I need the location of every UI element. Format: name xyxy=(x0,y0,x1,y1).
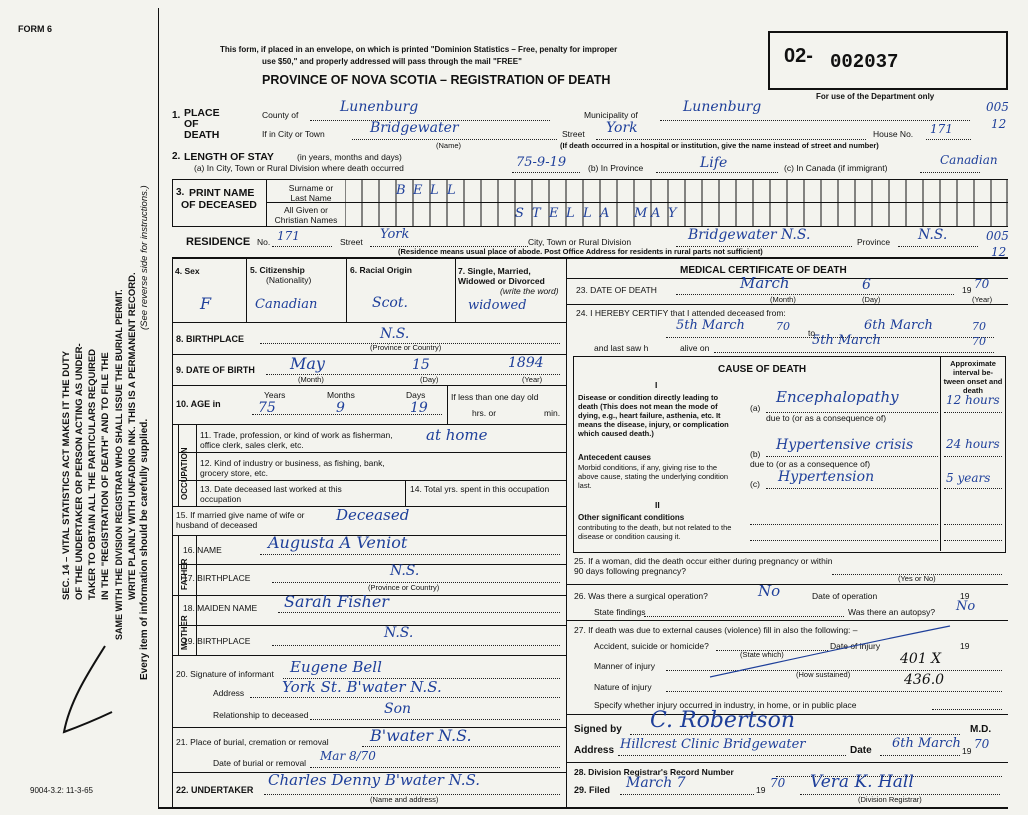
q19-label: 19. BIRTHPLACE xyxy=(183,636,251,646)
dob-label: 9. DATE OF BIRTH xyxy=(176,365,255,375)
birthplace-value: N.S. xyxy=(380,326,410,342)
interval-b-value: 24 hours xyxy=(946,437,1000,451)
birthplace-hint: (Province or Country) xyxy=(370,343,442,352)
q22-value: Charles Denny B'water N.S. xyxy=(268,771,481,789)
q11-label: 11. Trade, profession, or kind of work as fisherman, office clerk, sales clerk, etc. xyxy=(200,430,393,450)
q21-value: B'water N.S. xyxy=(370,726,472,745)
informant-address-label: Address xyxy=(213,688,245,698)
municipality-value: Lunenburg xyxy=(683,99,762,115)
surname-label: Surname or Last Name xyxy=(288,183,334,203)
q20-value: Eugene Bell xyxy=(290,658,382,676)
reg-number: 002037 xyxy=(830,51,899,73)
center-divider xyxy=(566,257,567,807)
hospital-hint: (If death occurred in a hospital or institution, give the name instead of street and number) xyxy=(560,141,879,150)
interval-header: Approximate interval be-tween onset and death xyxy=(943,359,1003,395)
interval-a-value: 12 hours xyxy=(946,393,1000,407)
operation-date-label: Date of operation xyxy=(812,591,878,601)
given-letter-1: S xyxy=(515,206,524,221)
q15-label: 15. If married give name of wife or husband of deceased xyxy=(176,510,305,530)
q21-label: 21. Place of burial, cremation or removal xyxy=(176,737,329,747)
q18-value: Sarah Fisher xyxy=(284,592,389,611)
death-year-hint: (Year) xyxy=(972,295,993,304)
q15-value: Deceased xyxy=(336,506,410,524)
stay-canada-label: (c) In Canada (if immigrant) xyxy=(784,163,888,173)
place-of-death-label: PLACE OF DEATH xyxy=(184,107,220,141)
how-sustained-hint: (How sustained) xyxy=(796,670,851,679)
cause-c-value: Hypertension xyxy=(778,469,875,485)
birthplace-label: 8. BIRTHPLACE xyxy=(176,334,245,344)
due-to-b-label: due to (or as a consequence of) xyxy=(750,459,871,469)
dob-year: 1894 xyxy=(508,355,544,371)
given-name-label: All Given or Christian Names xyxy=(274,205,338,225)
less-day-label: If less than one day old xyxy=(451,392,539,402)
dept-code-1: 005 xyxy=(986,100,1009,114)
q12-label: 12. Kind of industry or business, as fishing, bank, grocery store, etc. xyxy=(200,458,385,478)
sex-label: 4. Sex xyxy=(175,266,200,276)
age-days-label: Days xyxy=(406,390,426,400)
q19-value: N.S. xyxy=(384,625,414,641)
dept-code-4: 12 xyxy=(991,245,1007,259)
city-label: If in City or Town xyxy=(262,129,325,139)
dob-day-hint: (Day) xyxy=(420,375,439,384)
filed-year: 70 xyxy=(770,776,786,790)
marital-value: widowed xyxy=(468,298,527,313)
specify-label: Specify whether injury occurred in industry, in home, or in public place xyxy=(594,700,857,710)
q16-label: 16. NAME xyxy=(183,545,222,555)
cause-a-value: Encephalopathy xyxy=(776,388,899,406)
stay-city-label: (a) In City, Town or Rural Division where death occurred xyxy=(194,163,404,173)
q17-hint: (Province or Country) xyxy=(368,583,440,592)
q22-label: 22. UNDERTAKER xyxy=(176,785,254,795)
residence-label: RESIDENCE xyxy=(186,236,251,248)
alive-on-value: 5th March xyxy=(812,333,881,348)
nature-code: 436.0 xyxy=(904,672,945,688)
physician-date-value: 6th March xyxy=(892,736,961,751)
dept-code-2: 12 xyxy=(991,117,1007,131)
margin-signature-mark xyxy=(50,640,120,740)
age-years-label: Years xyxy=(264,390,286,400)
dob-month: May xyxy=(290,354,325,373)
sex-value: F xyxy=(200,294,212,313)
mother-side-label: MOTHER xyxy=(180,615,189,650)
stay-province-value: Life xyxy=(700,155,728,171)
given-letter-9: Y xyxy=(668,206,677,221)
age-months-label: Months xyxy=(327,390,355,400)
racial-origin-value: Scot. xyxy=(372,295,408,311)
residence-street-value: York xyxy=(380,227,410,242)
q23-label: 23. DATE OF DEATH xyxy=(576,285,657,295)
q11-value: at home xyxy=(426,426,488,444)
marital-label: 7. Single, Married, Widowed or Divorced xyxy=(458,266,545,286)
other-conditions-hint: contributing to the death, but not related to the disease or condition causing it. xyxy=(578,523,732,541)
registrar-signature: Vera K. Hall xyxy=(810,772,914,792)
place-of-death-number: 1. xyxy=(172,110,181,121)
q17-label: 17. BIRTHPLACE xyxy=(183,573,251,583)
side-text-5: SAME WITH THE DIVISION REGISTRAR WHO SHALL ISSUE THE BURIAL PERMIT. xyxy=(114,289,124,640)
dob-day: 15 xyxy=(412,357,430,373)
side-text-3: TAKER TO OBTAIN ALL THE PARTICULARS REQUIRED xyxy=(87,348,98,600)
relationship-value: Son xyxy=(384,701,412,717)
death-year: 70 xyxy=(974,277,990,291)
q18-label: 18. MAIDEN NAME xyxy=(183,603,258,613)
q13-label: 13. Date deceased last worked at this occupation xyxy=(200,484,342,504)
informant-address-value: York St. B'water N.S. xyxy=(282,678,442,696)
racial-origin-label: 6. Racial Origin xyxy=(350,265,412,275)
age-label: 10. AGE in xyxy=(176,399,221,409)
cause-header: CAUSE OF DEATH xyxy=(718,364,807,375)
cause-b-value: Hypertensive crisis xyxy=(776,437,914,453)
autopsy-label: Was there an autopsy? xyxy=(848,607,936,617)
attended-to: 6th March xyxy=(864,318,933,333)
given-letter-5: L xyxy=(583,206,592,221)
death-month: March xyxy=(740,274,790,292)
injury-date-label: Date of injury xyxy=(830,641,881,651)
given-letter-7: M xyxy=(634,206,648,221)
age-days-value: 19 xyxy=(410,400,428,416)
state-which-hint: (State which) xyxy=(740,650,784,659)
last-saw-label: and last saw h xyxy=(594,343,649,353)
house-label: House No. xyxy=(873,129,914,139)
antecedent-label: Antecedent causes xyxy=(578,453,651,462)
residence-no-value: 171 xyxy=(277,229,300,243)
accident-label: Accident, suicide or homicide? xyxy=(594,641,709,651)
findings-label: State findings xyxy=(594,607,646,617)
antecedent-hint: Morbid conditions, if any, giving rise to the above cause, stating the underlying condition last. xyxy=(578,463,729,490)
stay-city-value: 75-9-19 xyxy=(516,155,567,170)
disease-label: Disease or condition directly leading to death (This does not mean the mode of dying, e.g., heart failure, asthenia, etc. It means the disease, injury, or complication which caused death.) xyxy=(578,393,729,438)
length-of-stay-hint: (in years, months and days) xyxy=(297,152,402,162)
q24-label: 24. I HEREBY CERTIFY that I attended deceased from: xyxy=(576,308,786,318)
min-label: min. xyxy=(544,408,561,418)
q22-hint: (Name and address) xyxy=(370,795,439,804)
alive-on-label: alive on xyxy=(680,343,710,353)
other-conditions-label: Other significant conditions xyxy=(578,513,685,522)
given-letter-3: E xyxy=(549,206,559,221)
notice-line-1: This form, if placed in an envelope, on which is printed "Dominion Statistics – Free, penalty for improper xyxy=(220,45,618,54)
residence-province-label: Province xyxy=(857,237,891,247)
residence-no-label: No. xyxy=(257,237,271,247)
county-value: Lunenburg xyxy=(340,99,419,115)
due-to-a-label: due to (or as a consequence of) xyxy=(766,413,887,423)
attended-to-label: to xyxy=(808,328,816,338)
q26-value: No xyxy=(758,582,781,600)
given-letter-2: T xyxy=(532,206,541,221)
attended-to-year: 70 xyxy=(972,320,986,333)
given-letter-4: L xyxy=(566,206,575,221)
length-of-stay-number: 2. xyxy=(172,151,181,162)
surname-letter-3: L xyxy=(430,183,439,198)
attended-from: 5th March xyxy=(676,318,745,333)
city-name-hint: (Name) xyxy=(436,141,462,150)
side-text-4: IN THE "REGISTRATION OF DEATH" AND TO FILE THE xyxy=(100,352,111,600)
physician-date-year: 70 xyxy=(974,737,990,751)
attended-from-year: 70 xyxy=(776,320,790,333)
q17-value: N.S. xyxy=(390,563,420,579)
length-of-stay-label: LENGTH OF STAY xyxy=(184,151,274,163)
residence-province-value: N.S. xyxy=(918,227,948,243)
stay-province-label: (b) In Province xyxy=(588,163,644,173)
physician-date-label: Date xyxy=(850,745,872,756)
given-letter-6: A xyxy=(600,206,610,221)
q25-hint: (Yes or No) xyxy=(898,574,936,583)
street-value: York xyxy=(606,120,638,136)
residence-city-value: Bridgewater N.S. xyxy=(688,227,811,243)
manner-label: Manner of injury xyxy=(594,661,655,671)
form-code: 9004-3.2: 11-3-65 xyxy=(30,786,94,795)
side-text-1: SEC. 14 – VITAL STATISTICS ACT MAKES IT THE DUTY xyxy=(61,350,72,600)
part-two-label: II xyxy=(655,500,660,510)
dob-month-hint: (Month) xyxy=(298,375,324,384)
house-value: 171 xyxy=(930,122,953,136)
physician-address-label: Address xyxy=(574,745,615,756)
physician-address-value: Hillcrest Clinic Bridgewater xyxy=(620,737,806,752)
hrs-label: hrs. or xyxy=(472,408,497,418)
strike-line xyxy=(700,622,960,682)
burial-date-label: Date of burial or removal xyxy=(213,758,307,768)
street-label: Street xyxy=(562,129,585,139)
q25-label: 25. If a woman, did the death occur either during pregnancy or within 90 days following pregnancy? xyxy=(574,556,833,576)
print-name-label-2: OF DECEASED xyxy=(181,199,257,211)
citizenship-value: Canadian xyxy=(255,297,318,312)
side-text-2: OF THE UNDERTAKER OR PERSON ACTING AS UNDER- xyxy=(74,343,85,600)
q14-label: 14. Total yrs. spent in this occupation xyxy=(410,484,550,494)
nature-label: Nature of injury xyxy=(594,682,652,692)
stay-canada-value: Canadian xyxy=(940,153,998,167)
print-name-label-1: PRINT NAME xyxy=(189,187,255,199)
residence-street-label: Street xyxy=(340,237,363,247)
citizenship-label: 5. Citizenship xyxy=(250,265,305,275)
surname-letter-1: B xyxy=(396,183,406,198)
side-text-7: (See reverse side for instructions.) xyxy=(139,185,150,330)
part-one-label: I xyxy=(655,380,658,390)
physician-signature: C. Robertson xyxy=(650,708,796,733)
death-month-hint: (Month) xyxy=(770,295,796,304)
notice-line-2: use $50," and properly addressed will pass through the mail "FREE" xyxy=(262,57,522,66)
print-name-number: 3. xyxy=(176,187,185,198)
side-text-6: WRITE PLAINLY WITH UNFADING INK. THIS IS A PERMANENT RECORD. xyxy=(127,272,138,600)
surname-letter-2: E xyxy=(413,183,423,198)
alive-on-year: 70 xyxy=(972,335,986,348)
death-day-hint: (Day) xyxy=(862,295,881,304)
q28-label: 28. Division Registrar's Record Number xyxy=(574,767,734,777)
q29-label: 29. Filed xyxy=(574,785,611,795)
residence-city-label: City, Town or Rural Division xyxy=(528,237,632,247)
occupation-side-label: OCCUPATION xyxy=(180,447,189,500)
county-label: County of xyxy=(262,110,299,120)
given-letter-8: A xyxy=(651,206,661,221)
q26-label: 26. Was there a surgical operation? xyxy=(574,591,708,601)
autopsy-value: No xyxy=(956,599,976,614)
dept-code-3: 005 xyxy=(986,229,1009,243)
age-months-value: 9 xyxy=(336,400,345,416)
registrar-hint: (Division Registrar) xyxy=(858,795,922,804)
age-years-value: 75 xyxy=(258,400,276,416)
surname-letter-4: L xyxy=(447,183,456,198)
q27-label: 27. If death was due to external causes (violence) fill in also the following: – xyxy=(574,625,858,635)
medical-header: MEDICAL CERTIFICATE OF DEATH xyxy=(680,265,847,276)
md-label: M.D. xyxy=(970,724,992,735)
filed-year-prefix: 19 xyxy=(756,785,766,795)
form-title: PROVINCE OF NOVA SCOTIA – REGISTRATION OF DEATH xyxy=(262,73,611,87)
death-day: 6 xyxy=(862,277,871,293)
side-text-8: Every item of information should be carefully supplied. xyxy=(139,418,150,680)
manner-code: 401 X xyxy=(900,651,942,667)
q20-label: 20. Signature of informant xyxy=(176,669,274,679)
dob-year-hint: (Year) xyxy=(522,375,543,384)
form-label: FORM 6 xyxy=(18,24,53,34)
municipality-label: Municipality of xyxy=(584,110,638,120)
relationship-label: Relationship to deceased xyxy=(213,710,309,720)
interval-c-value: 5 years xyxy=(946,471,991,485)
margin-divider xyxy=(158,8,159,808)
city-value: Bridgewater xyxy=(370,120,459,136)
citizenship-hint: (Nationality) xyxy=(266,275,312,285)
registration-number-box xyxy=(768,31,1008,90)
marital-hint: (write the word) xyxy=(500,286,559,296)
dept-use-label: For use of the Department only xyxy=(816,92,935,101)
filed-date: March 7 xyxy=(626,775,686,791)
father-side-label: FATHER xyxy=(180,558,189,590)
residence-hint: (Residence means usual place of abode. Post Office Address for residents in rural parts not sufficient) xyxy=(398,247,763,256)
q16-value: Augusta A Veniot xyxy=(268,533,408,552)
death-year-prefix: 19 xyxy=(962,285,972,295)
burial-date-value: Mar 8/70 xyxy=(320,749,376,763)
signed-by-label: Signed by xyxy=(574,724,622,735)
reg-prefix: 02- xyxy=(784,45,813,67)
